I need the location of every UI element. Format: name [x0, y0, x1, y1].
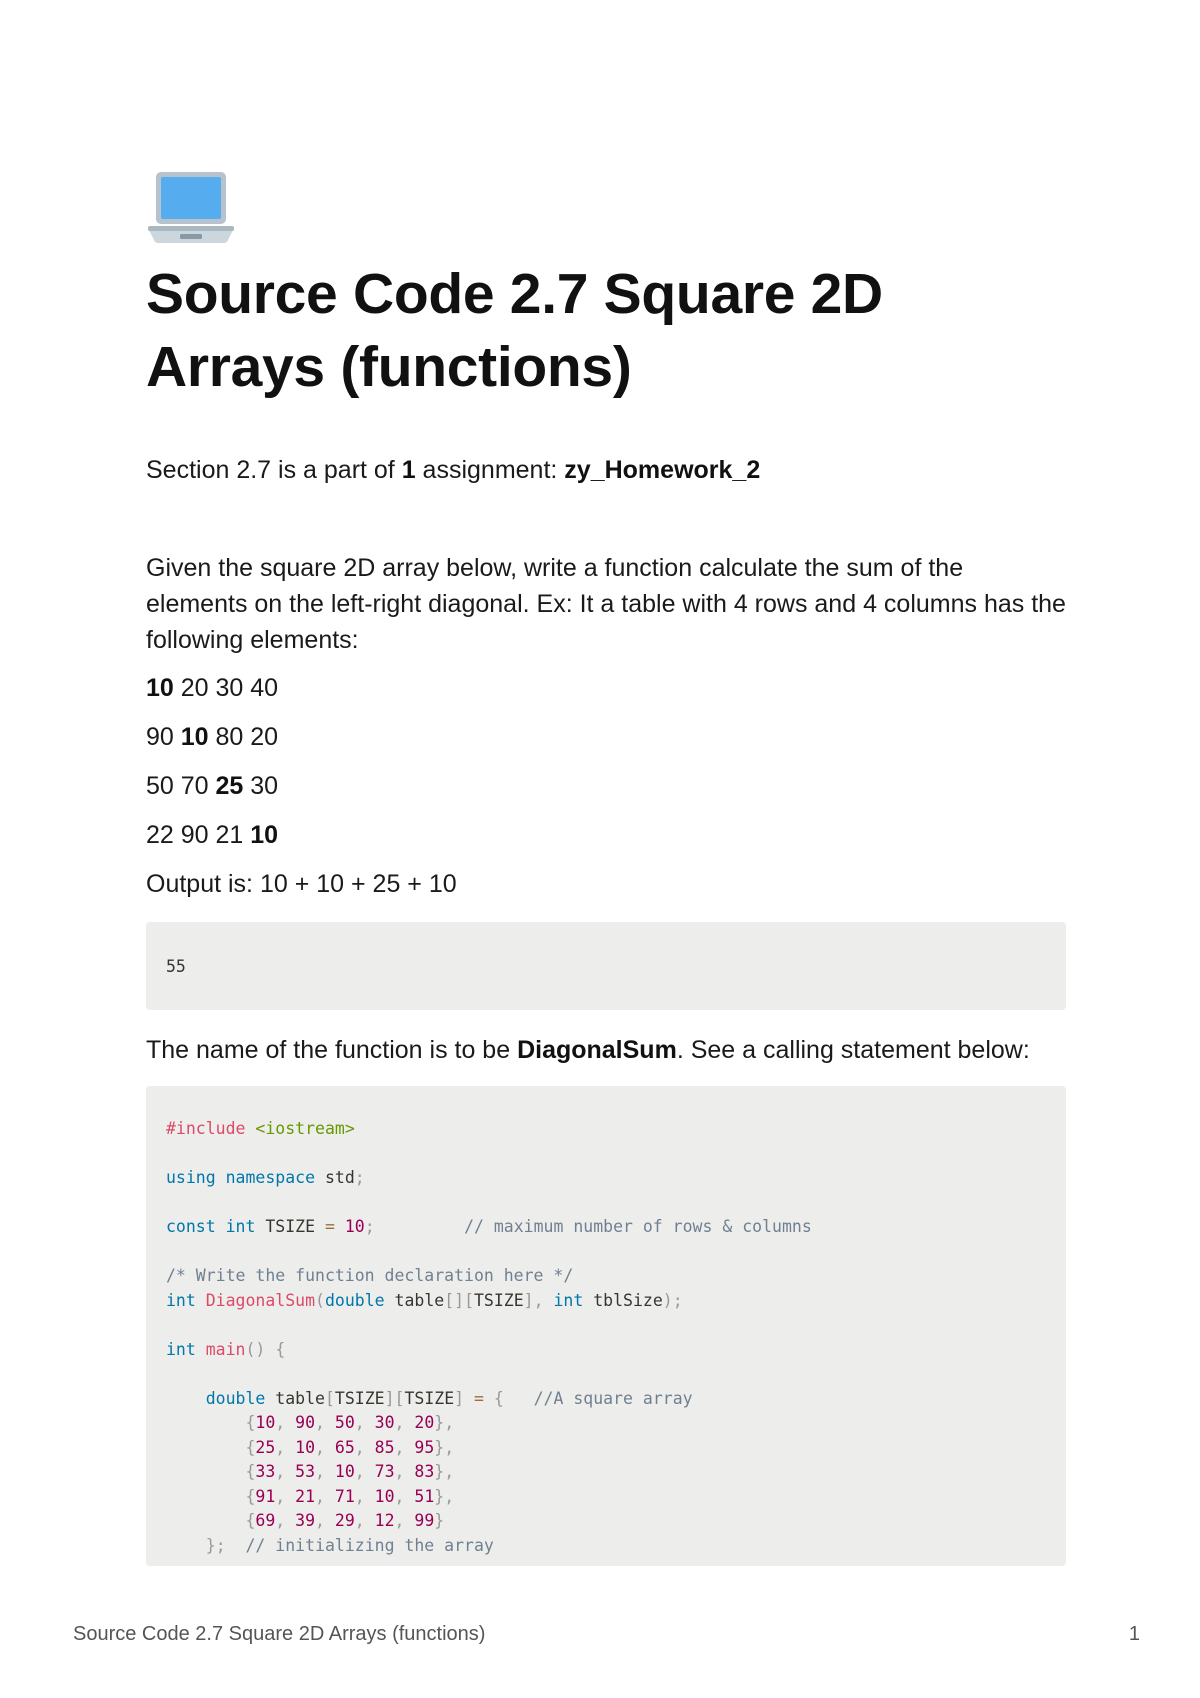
code-punctuation: }	[434, 1413, 445, 1432]
code-operator: =	[474, 1388, 484, 1408]
code-line	[166, 1436, 1046, 1461]
code-punctuation: ,	[315, 1437, 325, 1457]
code-punctuation: ,	[394, 1511, 405, 1530]
code-text	[365, 1511, 375, 1530]
code-line	[166, 1534, 1046, 1559]
code-text	[166, 1511, 245, 1530]
example-row	[146, 817, 1066, 853]
code-keyword: int	[553, 1290, 584, 1310]
code-text	[216, 1168, 226, 1187]
code-number: 73	[374, 1462, 395, 1481]
code-number: 50	[334, 1413, 355, 1432]
code-punctuation: ,	[533, 1290, 544, 1310]
example-row	[146, 719, 1066, 755]
code-line	[166, 1362, 1046, 1387]
code-text: table	[265, 1388, 325, 1408]
code-text	[285, 1413, 295, 1432]
code-number: 10	[295, 1437, 316, 1457]
code-operator: =	[324, 1217, 335, 1236]
section-info-middle: assignment:	[415, 456, 565, 484]
code-number: 69	[255, 1511, 276, 1530]
code-keyword: using	[166, 1168, 216, 1187]
code-punctuation: ,	[444, 1437, 455, 1457]
output-code-block	[146, 922, 1066, 1010]
code-line	[166, 1264, 1046, 1289]
code-punctuation: {	[245, 1486, 256, 1506]
code-comment: // initializing the array	[245, 1535, 494, 1555]
code-text	[325, 1462, 335, 1481]
code-line	[166, 1117, 1046, 1142]
code-punctuation: ,	[275, 1462, 286, 1481]
page-number: 1	[1128, 1623, 1140, 1645]
code-text	[166, 1438, 245, 1457]
code-string: <iostream>	[255, 1119, 355, 1138]
code-punctuation: ,	[444, 1413, 455, 1432]
code-text: TSIZE	[474, 1290, 524, 1310]
code-punctuation: [	[324, 1388, 335, 1408]
code-line	[166, 1338, 1046, 1363]
code-text	[484, 1389, 494, 1408]
example-row-after: 80 20	[208, 723, 279, 751]
code-text	[325, 1487, 335, 1506]
code-punctuation: {	[245, 1437, 256, 1457]
code-punctuation: ,	[354, 1486, 365, 1506]
output-code: 55	[166, 957, 186, 976]
code-text	[265, 1340, 275, 1359]
code-line	[166, 1387, 1046, 1412]
code-punctuation: {	[245, 1511, 256, 1530]
section-info-prefix: Section 2.7 is a part of	[146, 456, 402, 484]
code-punctuation: }	[434, 1437, 445, 1457]
code-text	[226, 1536, 246, 1555]
code-punctuation: ,	[275, 1486, 286, 1506]
code-text	[245, 1119, 255, 1138]
output-line: Output is: 10 + 10 + 25 + 10	[146, 870, 457, 898]
code-punctuation: )	[662, 1290, 673, 1310]
function-info-prefix: The name of the function is to be	[146, 1036, 518, 1064]
code-number: 51	[414, 1486, 435, 1506]
code-text	[166, 1487, 245, 1506]
diagonal-value: 10	[146, 674, 174, 702]
code-number: 65	[334, 1437, 355, 1457]
code-punctuation: ;	[215, 1535, 226, 1555]
code-number: 95	[414, 1437, 435, 1457]
code-text: TSIZE	[334, 1388, 385, 1408]
code-number: 10	[255, 1413, 276, 1432]
code-line	[166, 1142, 1046, 1167]
code-text	[166, 1389, 206, 1408]
code-text	[285, 1438, 295, 1457]
code-punctuation: [	[394, 1388, 405, 1408]
code-punctuation: ]	[454, 1290, 465, 1310]
code-text	[285, 1511, 295, 1530]
code-function: main	[205, 1339, 246, 1359]
code-text	[166, 1462, 245, 1481]
code-number: 10	[374, 1486, 395, 1506]
diagonal-value: 25	[215, 772, 244, 800]
code-comment: // maximum number of rows & columns	[464, 1217, 812, 1236]
code-line	[166, 1313, 1046, 1338]
code-punctuation: {	[245, 1413, 256, 1432]
code-line	[166, 1191, 1046, 1216]
code-keyword: int	[166, 1290, 196, 1310]
code-punctuation: ,	[354, 1511, 365, 1530]
code-text	[404, 1413, 414, 1432]
function-info	[146, 1032, 1066, 1068]
code-number: 10	[344, 1217, 365, 1236]
code-text	[404, 1462, 414, 1481]
code-text	[365, 1462, 375, 1481]
function-info-suffix: . See a calling statement below:	[676, 1036, 1030, 1064]
code-number: 21	[295, 1486, 316, 1506]
diagonal-value: 10	[250, 821, 279, 849]
code-comment: /* Write the function declaration here */	[166, 1266, 574, 1285]
code-text	[544, 1291, 554, 1310]
code-punctuation: ,	[444, 1462, 455, 1481]
code-text	[365, 1487, 375, 1506]
code-punctuation: ,	[394, 1413, 405, 1432]
code-number: 12	[374, 1511, 395, 1530]
code-number: 30	[374, 1413, 395, 1432]
code-punctuation: ]	[384, 1388, 395, 1408]
code-text	[375, 1217, 464, 1236]
code-punctuation: }	[434, 1462, 445, 1481]
example-row-before: 22 90 21	[146, 821, 251, 849]
code-text	[166, 1536, 206, 1555]
code-keyword: double	[324, 1290, 385, 1310]
code-keyword: int	[166, 1339, 196, 1359]
code-text: std	[315, 1168, 355, 1187]
diagonal-value: 10	[180, 723, 209, 751]
code-punctuation: (	[315, 1290, 325, 1310]
function-name: DiagonalSum	[517, 1036, 677, 1064]
code-punctuation: ;	[354, 1168, 365, 1187]
example-row-before: 90	[146, 723, 181, 751]
code-text	[216, 1217, 226, 1236]
code-text	[464, 1389, 474, 1408]
assignment-name: zy_Homework_2	[564, 456, 761, 484]
code-text	[325, 1438, 335, 1457]
code-text	[404, 1511, 414, 1530]
code-punctuation: ,	[315, 1462, 325, 1481]
code-text: tblSize	[583, 1290, 663, 1310]
code-punctuation: ,	[315, 1511, 325, 1530]
code-line	[166, 1215, 1046, 1240]
code-text	[504, 1389, 534, 1408]
code-text: TSIZE	[255, 1217, 325, 1236]
section-info	[146, 452, 1066, 488]
code-number: 53	[295, 1462, 316, 1481]
code-keyword: namespace	[225, 1168, 316, 1187]
code-preprocessor: #include	[166, 1119, 246, 1138]
code-punctuation: ()	[245, 1339, 266, 1359]
assignment-count: 1	[401, 456, 416, 484]
code-number: 90	[295, 1413, 316, 1432]
code-punctuation: ,	[315, 1486, 325, 1506]
code-text	[335, 1217, 345, 1236]
example-row	[146, 768, 1066, 804]
code-text	[325, 1413, 335, 1432]
code-punctuation: ;	[672, 1290, 683, 1310]
code-line	[166, 1460, 1046, 1485]
code-number: 99	[414, 1511, 435, 1530]
code-punctuation: ,	[275, 1413, 286, 1432]
source-code-block	[146, 1086, 1066, 1566]
code-text	[365, 1413, 375, 1432]
code-comment: //A square array	[533, 1388, 693, 1408]
code-punctuation: ,	[394, 1437, 405, 1457]
example-row-after: 20 30 40	[173, 674, 279, 702]
code-line	[166, 1240, 1046, 1265]
code-number: 85	[374, 1437, 395, 1457]
code-number: 29	[334, 1511, 355, 1530]
code-number: 33	[255, 1462, 276, 1481]
code-keyword: int	[225, 1217, 256, 1236]
code-punctuation: [	[444, 1290, 455, 1310]
code-punctuation: ]	[454, 1388, 465, 1408]
code-punctuation: {	[275, 1339, 286, 1359]
code-text	[285, 1487, 295, 1506]
code-punctuation: ;	[364, 1217, 375, 1236]
code-punctuation: ]	[523, 1290, 534, 1310]
code-number: 10	[334, 1462, 355, 1481]
code-keyword: const	[166, 1217, 216, 1236]
code-text	[196, 1340, 206, 1359]
code-punctuation: }	[205, 1535, 216, 1555]
code-line	[166, 1289, 1046, 1314]
code-punctuation: ,	[394, 1486, 405, 1506]
code-punctuation: ,	[444, 1486, 455, 1506]
code-punctuation: ,	[354, 1413, 365, 1432]
code-line	[166, 1166, 1046, 1191]
code-number: 20	[414, 1413, 435, 1432]
code-text	[166, 1413, 245, 1432]
page-title: Source Code 2.7 Square 2D Arrays (functions)	[146, 262, 883, 399]
footer-title: Source Code 2.7 Square 2D Arrays (functions)	[73, 1623, 486, 1645]
code-keyword: double	[205, 1388, 266, 1408]
code-punctuation: ,	[354, 1437, 365, 1457]
code-number: 39	[295, 1511, 316, 1530]
code-text	[285, 1462, 295, 1481]
code-punctuation: ,	[354, 1462, 365, 1481]
code-text	[325, 1511, 335, 1530]
example-row-before: 50 70	[146, 772, 216, 800]
code-line	[166, 1485, 1046, 1510]
code-punctuation: ,	[315, 1413, 325, 1432]
code-number: 91	[255, 1486, 276, 1506]
code-line	[166, 1509, 1046, 1534]
code-punctuation: ,	[275, 1511, 286, 1530]
example-row-after: 30	[243, 772, 279, 800]
code-punctuation: ,	[275, 1437, 286, 1457]
code-punctuation: {	[245, 1462, 256, 1481]
code-line	[166, 1411, 1046, 1436]
code-text	[365, 1438, 375, 1457]
code-punctuation: {	[493, 1388, 504, 1408]
code-punctuation: }	[434, 1511, 445, 1530]
code-function: DiagonalSum	[205, 1290, 316, 1310]
code-punctuation: }	[434, 1486, 445, 1506]
code-text	[404, 1487, 414, 1506]
code-punctuation: [	[464, 1290, 474, 1310]
code-punctuation: ,	[394, 1462, 405, 1481]
example-row	[146, 670, 1066, 706]
source-code	[166, 1117, 1046, 1558]
laptop-icon	[146, 170, 236, 246]
code-text: table	[384, 1290, 445, 1310]
code-text: TSIZE	[404, 1388, 455, 1408]
description-paragraph: Given the square 2D array below, write a function calculate the sum of the elements on the left-right diagonal. Ex: It a table with 4 rows and 4 columns has the following elements:	[146, 554, 1066, 654]
code-number: 83	[414, 1462, 435, 1481]
code-text	[196, 1291, 206, 1310]
code-text	[404, 1438, 414, 1457]
code-number: 71	[334, 1486, 355, 1506]
code-number: 25	[255, 1437, 276, 1457]
